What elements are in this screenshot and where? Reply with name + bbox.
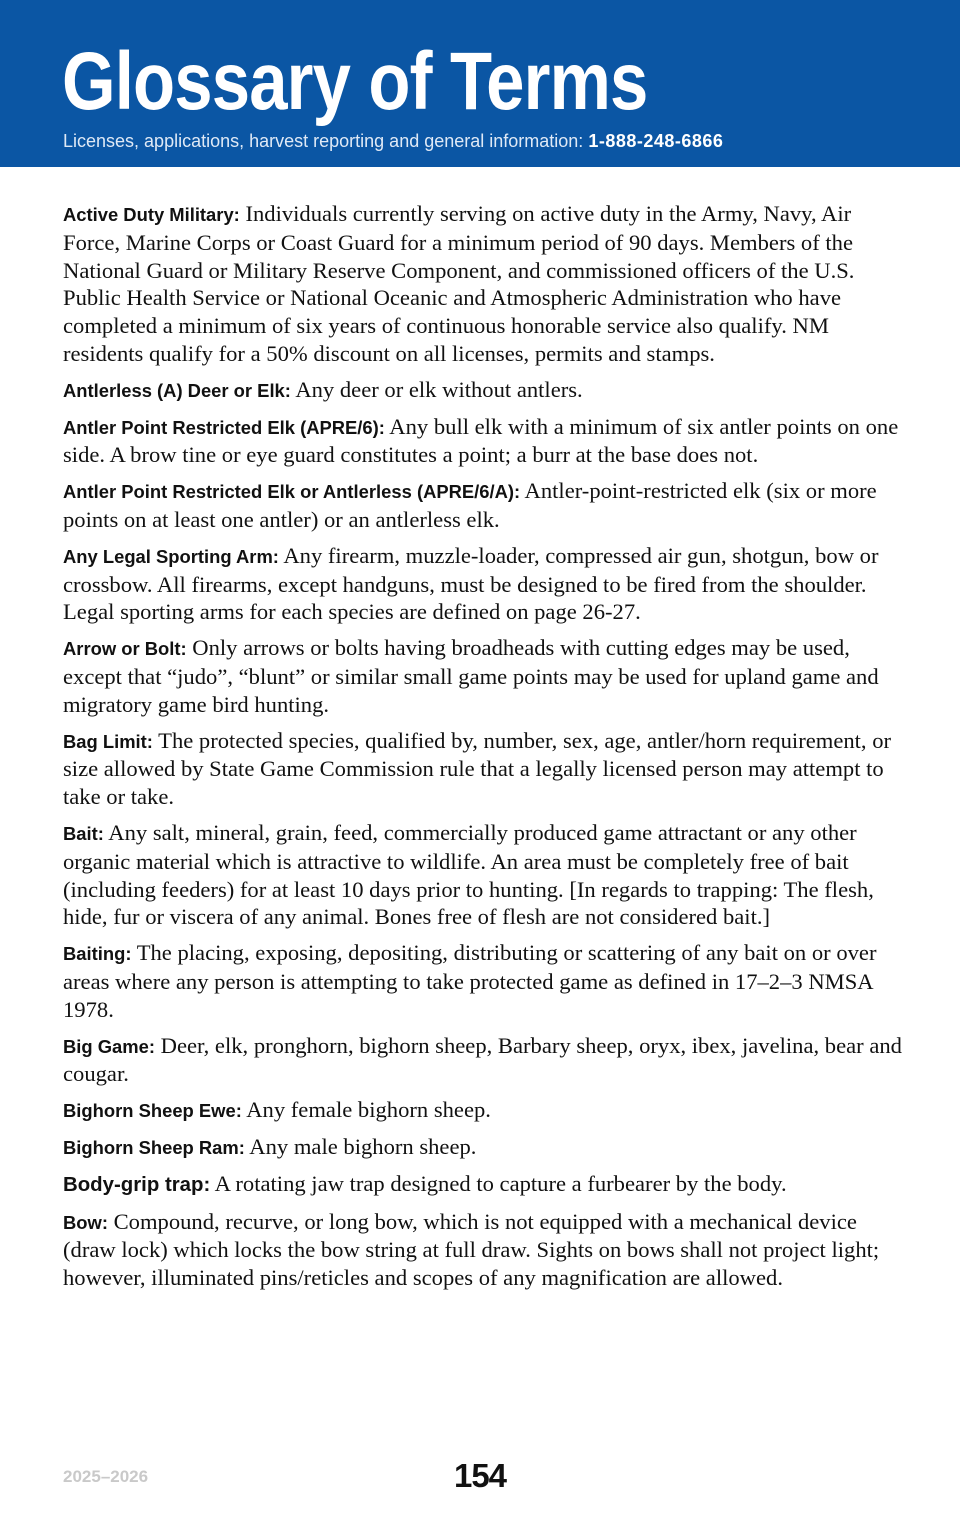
glossary-entry-apre-6 bbox=[63, 413, 908, 470]
glossary-term: Bighorn Sheep Ram: bbox=[63, 1136, 245, 1158]
glossary-term: Arrow or Bolt: bbox=[63, 638, 187, 660]
edition-years: 2025–2026 bbox=[63, 1467, 149, 1486]
glossary-definition: Any female bighorn sheep. bbox=[241, 1097, 491, 1123]
glossary-term: Body-grip trap: bbox=[63, 1173, 211, 1196]
contact-label: Licenses, applications, harvest reporting and general information: bbox=[63, 131, 589, 151]
page-number: 154 bbox=[453, 1457, 507, 1494]
glossary-entry-apre-6-a bbox=[63, 477, 908, 534]
glossary-term: Bait: bbox=[63, 822, 104, 844]
glossary-term: Bag Limit: bbox=[63, 730, 153, 752]
glossary-term: Bow: bbox=[63, 1211, 108, 1233]
glossary-term: Any Legal Sporting Arm: bbox=[63, 545, 279, 567]
page-title: Glossary of Terms bbox=[62, 36, 648, 127]
glossary-term: Bighorn Sheep Ewe: bbox=[63, 1100, 242, 1122]
glossary-definition: The protected species, qualified by, number, sex, age, antler/horn requirement, or size allowed by State Game Commission rule that a legally licensed person may attempt to take or take. bbox=[63, 727, 892, 810]
glossary-entry-baiting bbox=[63, 939, 908, 1023]
glossary-definition: Any firearm, muzzle-loader, compressed air gun, shotgun, bow or crossbow. All firearms, except handguns, must be designed to be fired from the shoulder. Legal sporting arms for each species are defined on page 26-27. bbox=[63, 542, 879, 625]
glossary-definition: The placing, exposing, depositing, distributing or scattering of any bait on or over areas where any person is attempting to take protected game as defined in 17–2–3 NMSA 1978. bbox=[63, 940, 877, 1022]
glossary-term: Big Game: bbox=[63, 1035, 155, 1057]
glossary-entry-bow bbox=[63, 1208, 908, 1292]
glossary-entry-bighorn-sheep-ram bbox=[63, 1133, 908, 1162]
phone-number[interactable]: 1-888-248-6866 bbox=[588, 131, 724, 151]
glossary-term: Baiting: bbox=[63, 943, 132, 965]
glossary-term: Antler Point Restricted Elk (APRE/6): bbox=[63, 416, 385, 438]
header-banner bbox=[0, 0, 960, 167]
glossary-entry-antlerless bbox=[63, 376, 908, 405]
contact-line bbox=[63, 130, 723, 152]
glossary-entry-bait bbox=[63, 819, 908, 931]
glossary-definition: Deer, elk, pronghorn, bighorn sheep, Barbary sheep, oryx, ibex, javelina, bear and cougar. bbox=[63, 1032, 902, 1087]
glossary-definition: A rotating jaw trap designed to capture a furbearer by the body. bbox=[210, 1170, 787, 1196]
glossary-term: Antler Point Restricted Elk or Antlerless (APRE/6/A): bbox=[63, 481, 521, 503]
glossary-definition: Individuals currently serving on active duty in the Army, Navy, Air Force, Marine Corps or Coast Guard for a minimum period of 90 days. Members of the National Guard or Military Reserve Component, and commissioned officers of the U.S. Public Health Service or National Oceanic and Atmospheric Administration who have completed a minimum of six years of continuous honorable service also qualify. NM residents qualify for a 50% discount on all licenses, permits and stamps. bbox=[63, 201, 855, 366]
glossary-term: Active Duty Military: bbox=[63, 204, 240, 225]
glossary-definition: Any male bighorn sheep. bbox=[244, 1133, 477, 1159]
glossary-entry-active-duty-military bbox=[63, 200, 908, 368]
glossary-entry-bag-limit bbox=[63, 727, 908, 811]
glossary-definition: Any bull elk with a minimum of six antler points on one side. A brow tine or eye guard constitutes a point; a burr at the base does not. bbox=[63, 413, 899, 468]
glossary-list bbox=[63, 200, 908, 1300]
glossary-entry-big-game bbox=[63, 1032, 908, 1089]
glossary-entry-arrow-or-bolt bbox=[63, 634, 908, 718]
glossary-definition: Compound, recurve, or long bow, which is not equipped with a mechanical device (draw lock) which locks the bow string at full draw. Sights on bows shall not project light; however, illuminated pins/reticles and scopes of any magnification are allowed. bbox=[63, 1208, 880, 1291]
glossary-term: Antlerless (A) Deer or Elk: bbox=[63, 379, 291, 401]
glossary-definition: Any salt, mineral, grain, feed, commercially produced game attractant or any other organic material which is attractive to wildlife. An area must be completely free of bait (including feeders) for at least 10 days prior to hunting. [In regards to trapping: The flesh, hide, fur or viscera of any animal. Bones free of flesh are not considered bait.] bbox=[63, 819, 874, 930]
glossary-entry-body-grip-trap bbox=[63, 1170, 908, 1200]
glossary-definition: Only arrows or bolts having broadheads with cutting edges may be used, except that “judo”, “blunt” or similar small game points may be used for upland game and migratory game bird hunting. bbox=[63, 635, 879, 717]
glossary-definition: Antler-point-restricted elk (six or more points on at least one antler) or an antlerless elk. bbox=[63, 478, 877, 532]
glossary-entry-bighorn-sheep-ewe bbox=[63, 1096, 908, 1125]
glossary-definition: Any deer or elk without antlers. bbox=[290, 376, 583, 402]
glossary-entry-any-legal-sporting-arm bbox=[63, 542, 908, 626]
